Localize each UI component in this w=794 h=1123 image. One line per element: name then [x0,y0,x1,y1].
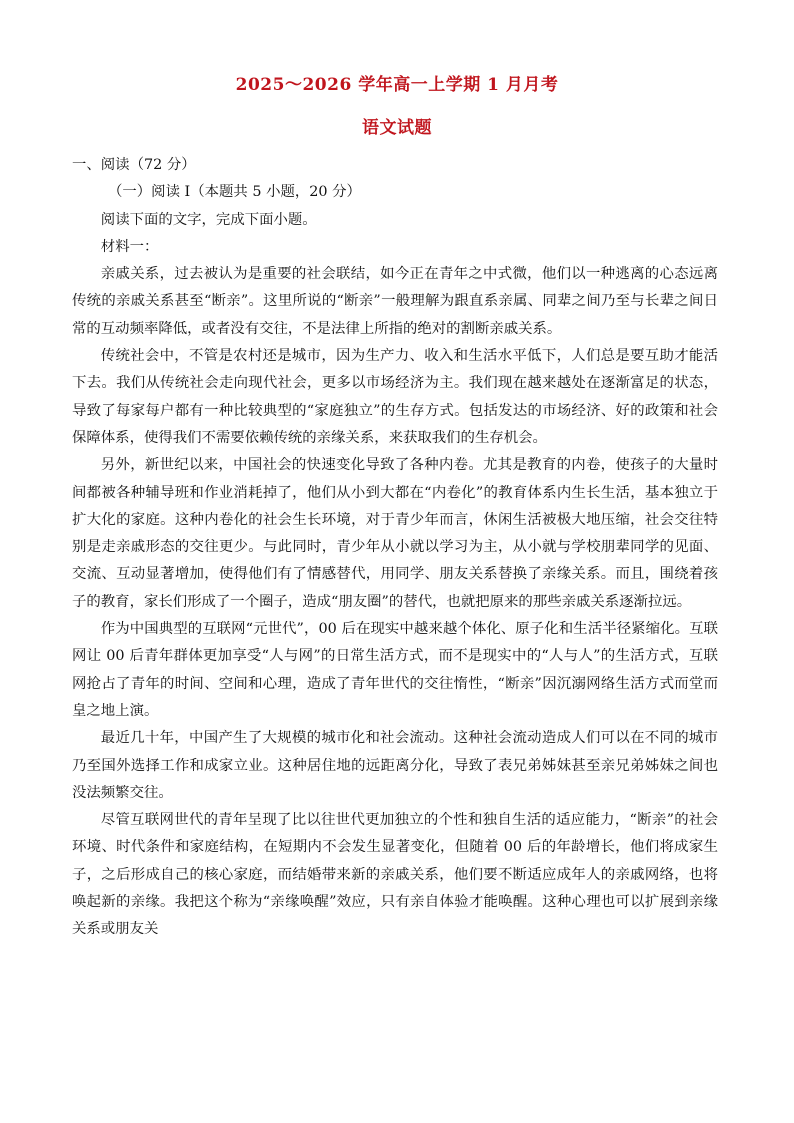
exam-subtitle: 语文试题 [362,118,432,138]
exam-body [72,152,718,944]
material-label: 材料一： [100,238,159,255]
paragraph: 作为中国典型的互联网“元世代”，00 后在现实中越来越个体化、原子化和生活半径紧缩化。互联网让 00 后青年群体更加享受“人与网”的日常生活方式，而不是现实中的“人与人”的生活方式，互联网抢占了青年的时间、空间和心理，造成了青年世代的交往惰性，“断亲”因沉溺网络生活方式而堂而皇之地上演。 [72,621,718,719]
paragraph: 最近几十年，中国产生了大规模的城市化和社会流动。这种社会流动造成人们可以在不同的城市乃至国外选择工作和成家立业。这种居住地的远距离分化，导致了表兄弟姊妹甚至亲兄弟姊妹之间也没法频繁交往。 [72,730,718,801]
subsection-heading: （一）阅读 I（本题共 5 小题，20 分） [108,184,361,201]
section-heading: 一、阅读（72 分） [72,157,196,173]
exam-title: 2025～2026 学年高一上学期 1 月月考 [235,75,559,95]
instruction-text: 阅读下面的文字，完成下面小题。 [100,211,317,228]
paragraph: 亲戚关系，过去被认为是重要的社会联结，如今正在青年之中式微，他们以一种逃离的心态远离传统的亲戚关系甚至“断亲”。这里所说的“断亲”一般理解为跟直系亲属、同辈之间乃至与长辈之间日常的互动频率降低，或者没有交往，不是法律上所指的绝对的割断亲戚关系。 [72,266,718,337]
paragraph: 尽管互联网世代的青年呈现了比以往世代更加独立的个性和独自生活的适应能力，“断亲”的社会环境、时代条件和家庭结构，在短期内不会发生显著变化，但随着 00 后的年龄增长，他们将成家生子，之后形成自己的核心家庭，而结婚带来新的亲戚关系，他们要不断适应成年人的亲戚网络，也将唤起新的亲缘。我把这个称为“亲缘唤醒”效应，只有亲自体验才能唤醒。这种心理也可以扩展到亲缘关系或朋友关 [72,812,718,938]
paragraph: 传统社会中，不管是农村还是城市，因为生产力、收入和生活水平低下，人们总是要互助才能活下去。我们从传统社会走向现代社会，更多以市场经济为主。我们现在越来越处在逐渐富足的状态，导致了每家每户都有一种比较典型的“家庭独立”的生存方式。包括发达的市场经济、好的政策和社会保障体系，使得我们不需要依赖传统的亲缘关系，来获取我们的生存机会。 [72,348,718,446]
paragraph: 另外，新世纪以来，中国社会的快速变化导致了各种内卷。尤其是教育的内卷，使孩子的大量时间都被各种辅导班和作业消耗掉了，他们从小到大都在“内卷化”的教育体系内生长生活，基本独立于扩大化的家庭。这种内卷化的社会生长环境，对于青少年而言，休闲生活被极大地压缩，社会交往特别是走亲戚形态的交往更少。与此同时，青少年从小就以学习为主，从小就与学校朋辈同学的见面、交流、互动显著增加，使得他们有了情感替代，用同学、朋友关系替换了亲缘关系。而且，围绕着孩子的教育，家长们形成了一个圈子，造成“朋友圈”的替代，也就把原来的那些亲戚关系逐渐拉远。 [72,457,718,610]
